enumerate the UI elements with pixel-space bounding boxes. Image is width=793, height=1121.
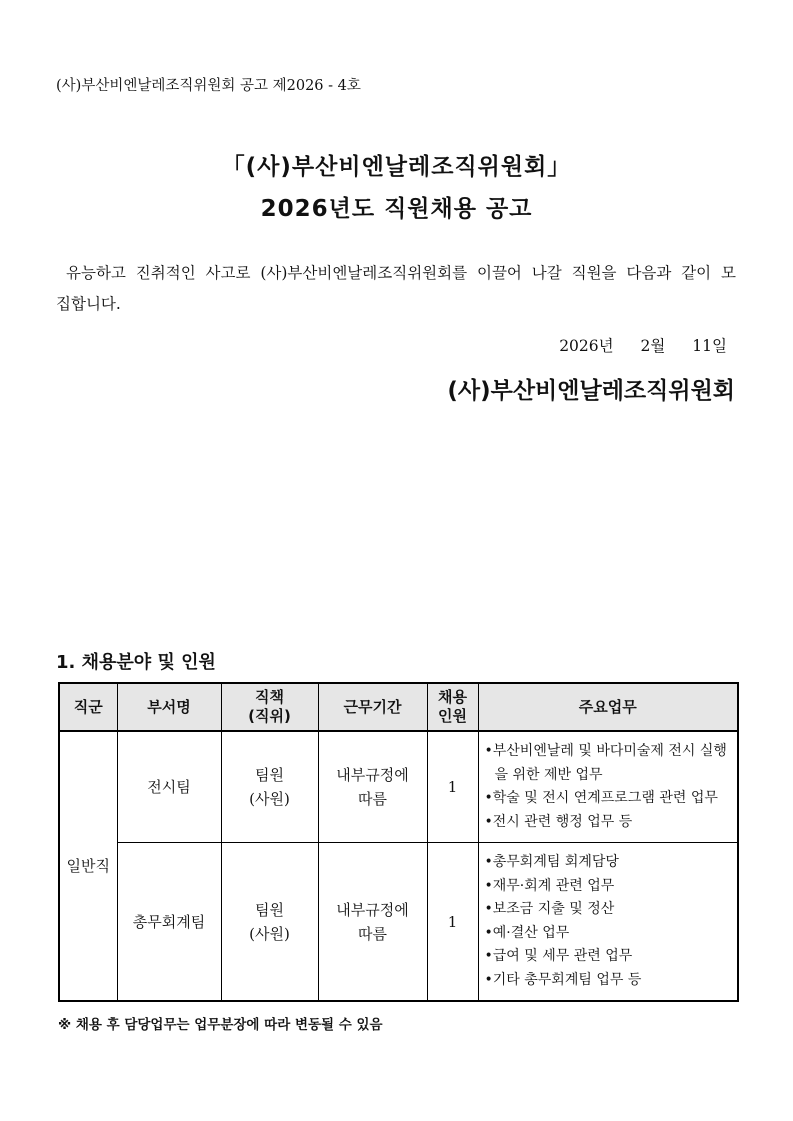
col-header-period: 근무기간: [318, 683, 427, 731]
table-header-row: [59, 683, 738, 731]
table-row: [59, 731, 738, 843]
col-header-position: 직책 (직위): [221, 683, 318, 731]
notice-number: (사)부산비엔날레조직위원회 공고 제2026 - 4호: [56, 78, 361, 94]
col-header-headcount: 채용 인원: [427, 683, 478, 731]
duties-cell: [478, 843, 738, 1002]
duty-item: •재무·회계 관련 업무: [484, 877, 615, 894]
dept-cell: 총무회계팀: [117, 843, 221, 1002]
headcount-cell: 1: [427, 731, 478, 843]
col-header-duties: 주요업무: [478, 683, 738, 731]
duty-item: •급여 및 세무 관련 업무: [484, 948, 633, 964]
duty-item: •예·결산 업무: [484, 924, 570, 941]
table-row: [59, 843, 738, 1002]
col-header-group: 직군: [59, 683, 117, 731]
period-cell: 내부규정에 따름: [318, 731, 427, 843]
organization-name: (사)부산비엔날레조직위원회: [447, 378, 735, 404]
col-header-dept: 부서명: [117, 683, 221, 731]
period-cell: 내부규정에 따름: [318, 843, 427, 1002]
page-title-line2: 2026년도 직원채용 공고: [260, 196, 533, 222]
footnote: ※ 채용 후 담당업무는 업무분장에 따라 변동될 수 있음: [58, 1017, 383, 1033]
announcement-date: 2026년 2월 11일: [559, 337, 727, 355]
recruitment-table: [58, 682, 739, 1002]
duty-item: •부산비엔날레 및 바다미술제 전시 실행을 위한 제반 업무: [484, 743, 727, 783]
duty-item: •전시 관련 행정 업무 등: [484, 813, 633, 830]
duties-cell: [478, 731, 738, 843]
dept-cell: 전시팀: [117, 731, 221, 843]
headcount-cell: 1: [427, 843, 478, 1002]
duty-item: •총무회계팀 회계담당: [484, 854, 619, 870]
page-title-line1: 「(사)부산비엔날레조직위원회」: [221, 154, 572, 180]
duty-item: •기타 총무회계팀 업무 등: [484, 971, 642, 988]
position-cell: 팀원 (사원): [221, 731, 318, 843]
duty-item: •학술 및 전시 연계프로그램 관련 업무: [484, 790, 718, 806]
duty-item: •보조금 지출 및 정산: [484, 901, 615, 917]
job-group-cell: 일반직: [59, 731, 117, 1001]
intro-paragraph: 유능하고 진취적인 사고로 (사)부산비엔날레조직위원회를 이끌어 나갈 직원을 다음과 같이 모집합니다.: [56, 264, 736, 313]
position-cell: 팀원 (사원): [221, 843, 318, 1002]
section-heading: 1. 채용분야 및 인원: [56, 652, 216, 673]
